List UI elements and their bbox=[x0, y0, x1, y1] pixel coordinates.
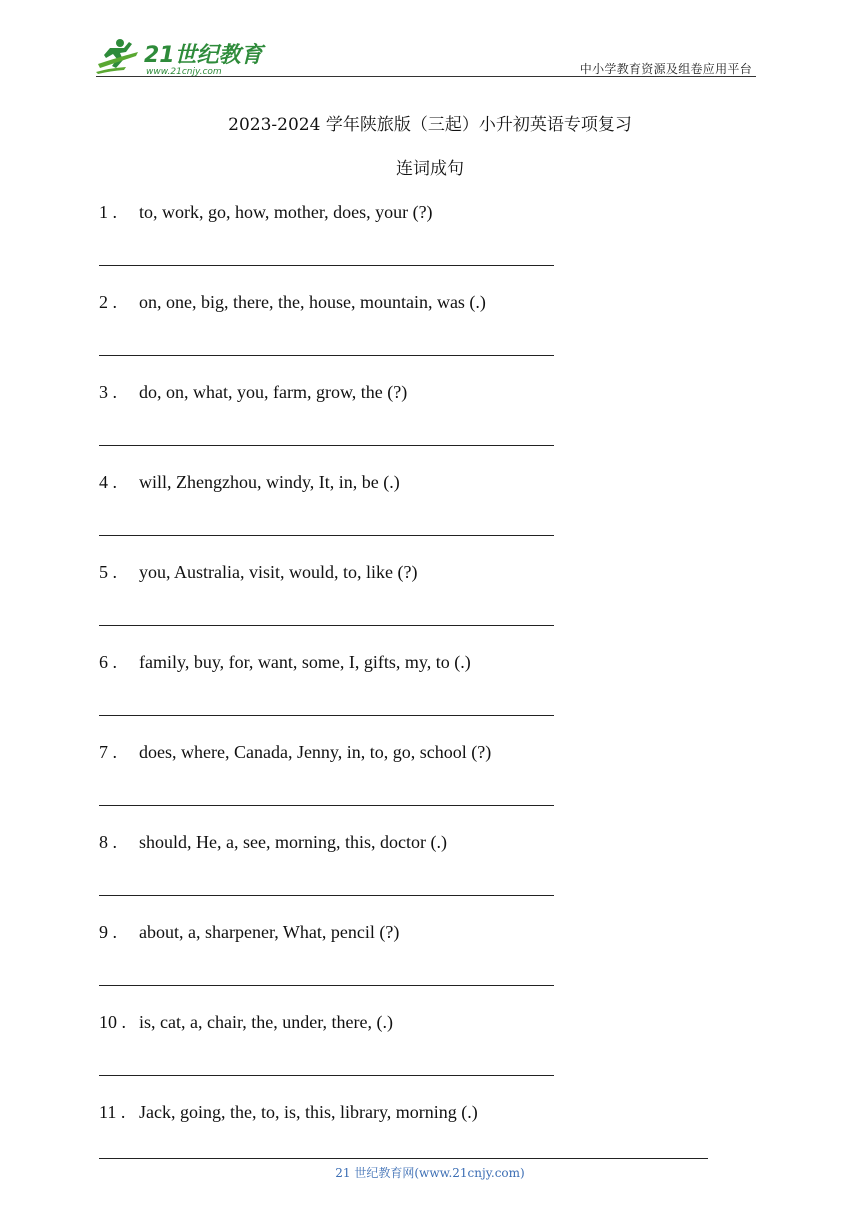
question-number: 4 . bbox=[99, 472, 117, 492]
answer-line[interactable] bbox=[99, 895, 554, 896]
answer-line[interactable] bbox=[99, 625, 554, 626]
answer-line[interactable] bbox=[99, 265, 554, 266]
question-item bbox=[99, 1100, 699, 1140]
question-number: 1 . bbox=[99, 202, 117, 222]
question-number: 6 . bbox=[99, 652, 117, 672]
footer-divider bbox=[99, 1158, 708, 1159]
question-item bbox=[99, 200, 699, 280]
answer-line[interactable] bbox=[99, 535, 554, 536]
question-item bbox=[99, 830, 699, 910]
question-item bbox=[99, 650, 699, 730]
question-prompt: will, Zhengzhou, windy, It, in, be (.) bbox=[139, 472, 400, 492]
answer-line[interactable] bbox=[99, 715, 554, 716]
question-number: 9 . bbox=[99, 922, 117, 942]
question-prompt: about, a, sharpener, What, pencil (?) bbox=[139, 922, 400, 942]
header-divider bbox=[96, 76, 756, 77]
answer-line[interactable] bbox=[99, 355, 554, 356]
answer-line[interactable] bbox=[99, 1075, 554, 1076]
question-number: 7 . bbox=[99, 742, 117, 762]
question-item bbox=[99, 380, 699, 460]
question-item bbox=[99, 290, 699, 370]
question-number: 3 . bbox=[99, 382, 117, 402]
question-number: 11 . bbox=[99, 1102, 126, 1122]
answer-line[interactable] bbox=[99, 985, 554, 986]
question-prompt: Jack, going, the, to, is, this, library, morning (.) bbox=[139, 1102, 478, 1122]
question-prompt: family, buy, for, want, some, I, gifts, my, to (.) bbox=[139, 652, 471, 672]
question-item bbox=[99, 470, 699, 550]
answer-line[interactable] bbox=[99, 805, 554, 806]
question-item bbox=[99, 920, 699, 1000]
question-number: 10 . bbox=[99, 1012, 126, 1032]
question-prompt: to, work, go, how, mother, does, your (?) bbox=[139, 202, 433, 222]
footer-source[interactable]: 21 世纪教育网(www.21cnjy.com) bbox=[335, 1166, 525, 1180]
question-number: 8 . bbox=[99, 832, 117, 852]
question-prompt: you, Australia, visit, would, to, like (?) bbox=[139, 562, 418, 582]
page-title: 2023-2024 学年陕旅版（三起）小升初英语专项复习 bbox=[228, 115, 632, 135]
question-prompt: do, on, what, you, farm, grow, the (?) bbox=[139, 382, 408, 402]
logo-text: 21世纪教育 bbox=[144, 43, 263, 68]
21cnjy-logo bbox=[96, 34, 266, 78]
header-platform-text: 中小学教育资源及组卷应用平台 bbox=[579, 62, 752, 76]
question-prompt: on, one, big, there, the, house, mountain, was (.) bbox=[139, 292, 486, 312]
question-item bbox=[99, 560, 699, 640]
question-item bbox=[99, 740, 699, 820]
page-header bbox=[96, 34, 756, 78]
question-number: 2 . bbox=[99, 292, 117, 312]
question-item bbox=[99, 1010, 699, 1090]
section-title: 连词成句 bbox=[396, 159, 464, 179]
question-prompt: does, where, Canada, Jenny, in, to, go, school (?) bbox=[139, 742, 492, 762]
question-prompt: is, cat, a, chair, the, under, there, (.) bbox=[139, 1012, 393, 1032]
question-number: 5 . bbox=[99, 562, 117, 582]
logo-url: www.21cnjy.com bbox=[146, 67, 222, 77]
question-prompt: should, He, a, see, morning, this, doctor (.) bbox=[139, 832, 447, 852]
answer-line[interactable] bbox=[99, 445, 554, 446]
